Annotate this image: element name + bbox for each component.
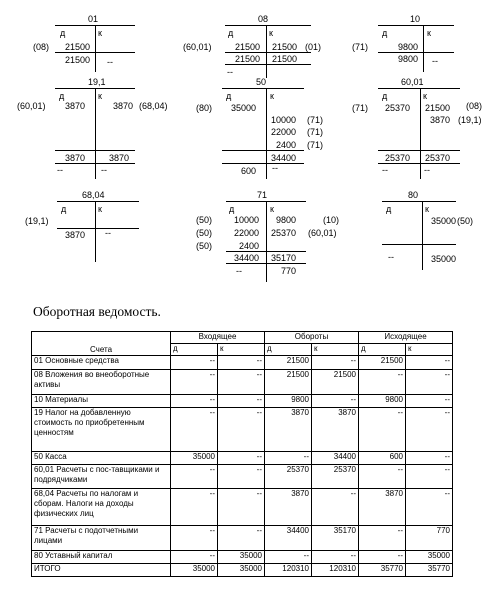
amount-cell: -- [406,370,453,395]
credit-corr: (01) [305,42,322,52]
amount-cell: 9800 [359,395,406,408]
table-row [32,564,453,577]
debit-value: 22000 [233,228,259,238]
credit-corr: (68,04) [139,101,168,111]
account-title: 10 [410,14,421,24]
debit-header: д [359,344,406,356]
credit-value: 21500 [271,42,297,52]
amount-cell: 35000 [406,551,453,564]
account-title: 60,01 [401,77,424,87]
amount-cell: 21500 [265,370,312,395]
total-credit: -- [107,57,113,67]
amount-cell: -- [218,452,265,465]
total-debit: 21500 [234,54,260,64]
account-title: 50 [256,77,267,87]
table-row [32,395,453,408]
balance-debit: -- [57,165,63,175]
amount-cell: -- [359,551,406,564]
group-closing: Исходящее [359,332,453,344]
account-name: 50 Касса [32,452,171,465]
amount-cell: -- [171,526,218,551]
amount-cell: 35770 [406,564,453,577]
credit-header: к [218,344,265,356]
group-turnover: Обороты [265,332,359,344]
t-account-10 [352,14,462,74]
amount-cell: -- [171,408,218,452]
account-name: 19 Налог на добавленную стоимость по приобретенным ценностям [32,408,171,452]
account-title: 19,1 [88,77,106,87]
credit-value: 3870 [429,115,450,125]
account-name: ИТОГО [32,564,171,577]
amount-cell: -- [312,395,359,408]
debit-value: 21500 [64,42,90,52]
debit-corr: (19,1) [25,216,49,226]
amount-cell: -- [171,465,218,489]
debit-corr: (71) [352,103,369,113]
amount-cell: 35170 [312,526,359,551]
debit-header: д [171,344,218,356]
debit-value: 10000 [233,215,259,225]
debit-corr: (60,01) [17,101,46,111]
debit-value: 21500 [234,42,260,52]
amount-cell: -- [218,408,265,452]
amount-cell: -- [359,526,406,551]
amount-cell: -- [406,452,453,465]
credit-corr: (71) [307,140,324,150]
debit-label: д [61,204,67,214]
debit-corr: (50) [196,241,213,251]
amount-cell: 3870 [265,408,312,452]
amount-cell: -- [171,370,218,395]
debit-value: 3870 [64,101,85,111]
credit-header: к [312,344,359,356]
credit-corr: (71) [307,127,324,137]
amount-cell: -- [218,395,265,408]
debit-label: д [382,91,388,101]
t-account-50 [196,77,346,177]
credit-corr: (71) [307,115,324,125]
credit-label: к [98,204,102,214]
amount-cell: -- [171,489,218,526]
t-account-71 [196,190,356,280]
balance-credit: -- [424,165,430,175]
amount-cell: -- [171,356,218,370]
total-debit: 3870 [64,153,85,163]
credit-label: к [270,91,274,101]
balance-debit: -- [382,165,388,175]
debit-label: д [229,204,235,214]
account-name: 60,01 Расчеты с пос-тавщиками и подрядчиками [32,465,171,489]
amount-cell: 21500 [265,356,312,370]
table-row [32,551,453,564]
balance-debit: -- [388,252,394,262]
balance-credit: 770 [280,266,296,276]
account-title: 71 [257,190,268,200]
t-account-01 [30,14,140,74]
credit-corr: (50) [457,216,474,226]
total-credit: 25370 [424,153,450,163]
amount-cell: -- [406,465,453,489]
amount-cell: -- [218,370,265,395]
account-title: 01 [88,14,99,24]
amount-cell: -- [265,452,312,465]
debit-header: д [265,344,312,356]
debit-label: д [60,28,66,38]
total-credit: 34400 [270,153,296,163]
t-account-08 [183,14,333,80]
balance-credit: 35000 [430,254,456,264]
debit-value: 35000 [230,103,256,113]
total-credit: -- [105,228,111,238]
debit-label: д [226,91,232,101]
debit-corr: (50) [196,228,213,238]
amount-cell: 21500 [312,370,359,395]
account-name: 80 Уставный капитал [32,551,171,564]
total-debit: 34400 [233,253,259,263]
total-credit: 3870 [108,153,129,163]
account-name: 08 Вложения во внеоборотные активы [32,370,171,395]
debit-value: 2400 [238,241,259,251]
debit-label: д [382,28,388,38]
debit-corr: (71) [352,42,369,52]
table-row [32,452,453,465]
table-row [32,489,453,526]
amount-cell: -- [218,489,265,526]
amount-cell: -- [312,356,359,370]
table-row [32,408,453,452]
amount-cell: -- [406,356,453,370]
debit-corr: (08) [33,42,50,52]
account-name: 71 Расчеты с подотчетными лицами [32,526,171,551]
credit-value: 21500 [424,103,450,113]
amount-cell: 35000 [218,551,265,564]
balance-debit: 600 [240,166,256,176]
credit-corr: (19,1) [458,115,482,125]
t-account-19-1 [17,77,177,177]
amount-cell: 3870 [312,408,359,452]
total-debit: 25370 [384,153,410,163]
amount-cell: 35000 [218,564,265,577]
total-credit: 35170 [270,253,296,263]
turnover-statement-table [31,331,453,577]
amount-cell: 3870 [265,489,312,526]
amount-cell: -- [406,489,453,526]
debit-value: 9800 [397,42,418,52]
credit-corr: (08) [466,101,483,111]
amount-cell: 35000 [171,564,218,577]
amount-cell: 25370 [312,465,359,489]
credit-label: к [425,204,429,214]
amount-cell: 34400 [265,526,312,551]
credit-value: 22000 [270,127,296,137]
amount-cell: 34400 [312,452,359,465]
account-name: 68,04 Расчеты по налогам и сборам. Налоги на доходы физических лиц [32,489,171,526]
account-name: 10 Материалы [32,395,171,408]
t-account-80 [360,190,500,270]
amount-cell: 25370 [265,465,312,489]
credit-label: к [269,28,273,38]
credit-label: к [270,204,274,214]
credit-label: к [98,28,102,38]
amount-cell: -- [312,489,359,526]
amount-cell: 600 [359,452,406,465]
total-credit: -- [432,56,438,66]
t-account-68-04 [25,190,145,265]
table-row [32,465,453,489]
credit-value: 9800 [275,215,296,225]
table-row [32,356,453,370]
amount-cell: -- [312,551,359,564]
credit-value: 35000 [430,216,456,226]
amount-cell: -- [265,551,312,564]
total-debit: 9800 [397,54,418,64]
amount-cell: -- [171,551,218,564]
total-debit: 3870 [64,230,85,240]
credit-value: 3870 [112,101,133,111]
amount-cell: 21500 [359,356,406,370]
amount-cell: 35000 [171,452,218,465]
credit-label: к [98,91,102,101]
amount-cell: 35770 [359,564,406,577]
debit-corr: (50) [196,215,213,225]
debit-corr: (60,01) [183,42,212,52]
amount-cell: -- [406,408,453,452]
t-account-60-01 [352,77,501,177]
credit-corr: (10) [323,215,340,225]
credit-label: к [423,91,427,101]
account-title: 80 [408,190,419,200]
credit-value: 2400 [275,140,296,150]
credit-corr: (60,01) [308,228,337,238]
table-row [32,526,453,551]
amount-cell: 120310 [265,564,312,577]
debit-value: 25370 [384,103,410,113]
amount-cell: 9800 [265,395,312,408]
amount-cell: -- [406,395,453,408]
debit-label: д [386,204,392,214]
account-name: 01 Основные средства [32,356,171,370]
credit-label: к [427,28,431,38]
amount-cell: 3870 [359,489,406,526]
total-debit: 21500 [64,55,90,65]
debit-corr: (80) [196,103,213,113]
amount-cell: -- [171,395,218,408]
amount-cell: 770 [406,526,453,551]
account-title: 68,04 [82,190,105,200]
balance-debit: -- [236,266,242,276]
debit-label: д [59,91,65,101]
amount-cell: 120310 [312,564,359,577]
accounts-header: Счета [32,332,171,356]
total-credit: 21500 [271,54,297,64]
amount-cell: -- [359,465,406,489]
group-opening: Входящее [171,332,265,344]
amount-cell: -- [359,408,406,452]
balance: -- [227,67,233,77]
credit-value: 10000 [270,115,296,125]
credit-value: 25370 [270,228,296,238]
amount-cell: -- [218,526,265,551]
amount-cell: -- [359,370,406,395]
account-title: 08 [258,14,269,24]
credit-header: к [406,344,453,356]
debit-label: д [228,28,234,38]
amount-cell: -- [218,356,265,370]
amount-cell: -- [218,465,265,489]
balance-credit: -- [101,165,107,175]
table-row [32,370,453,395]
balance-credit: -- [272,163,278,173]
statement-heading: Оборотная ведомость. [33,304,161,319]
